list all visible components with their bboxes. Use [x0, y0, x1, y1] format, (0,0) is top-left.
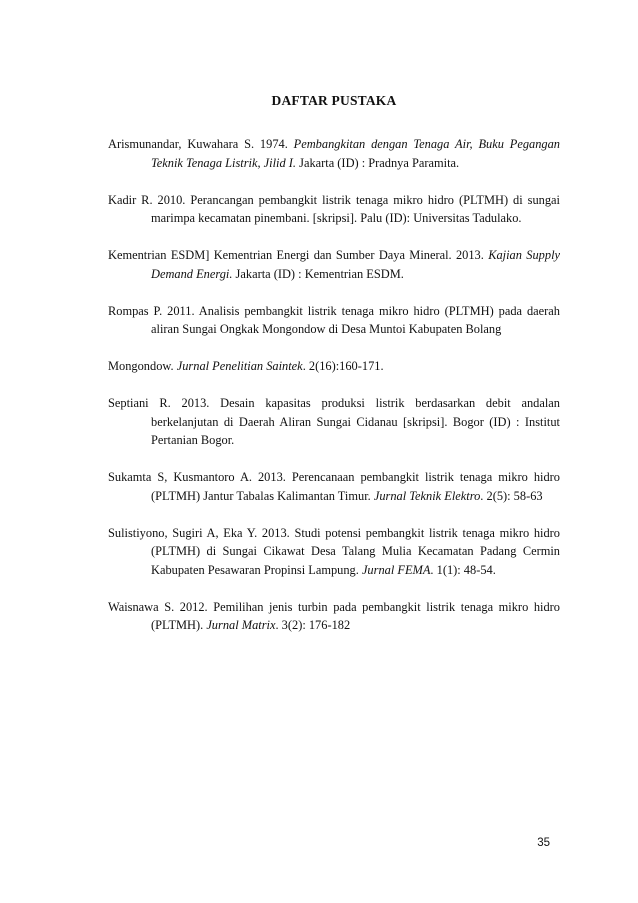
reference-text: Rompas P. 2011. Analisis pembangkit listrik tenaga mikro hidro (PLTMH) pada daerah aliran Sungai Ongkak Mongondow di Desa Muntoi Kabupaten Bolang — [108, 303, 560, 336]
reference-text: Waisnawa S. 2012. Pemilihan jenis turbin pada pembangkit listrik tenaga mikro hidro (PLTMH). — [108, 599, 560, 632]
reference-italic-title: Jurnal Matrix — [206, 618, 276, 632]
reference-text: Kementrian ESDM] Kementrian Energi dan Sumber Daya Mineral. 2013. — [108, 248, 489, 262]
reference-italic-title: Pembangkitan dengan Tenaga Air, Buku Pegangan Teknik Tenaga Listrik, Jilid I. — [151, 137, 560, 170]
reference-entry — [108, 357, 560, 376]
reference-entry — [108, 191, 560, 228]
reference-text: Septiani R. 2013. Desain kapasitas produksi listrik berdasarkan debit andalan berkelanjutan di Daerah Aliran Sungai Cidanau [skripsi]. Bogor (ID) : Institut Pertanian Bogor. — [108, 396, 560, 447]
reference-list — [108, 135, 560, 653]
reference-publisher: Jakarta (ID) : Kementrian ESDM. — [232, 266, 404, 281]
reference-italic-title: Kajian Supply Demand Energi. — [151, 248, 561, 281]
reference-entry — [108, 135, 560, 172]
reference-text: Sulistiyono, Sugiri A, Eka Y. 2013. Studi potensi pembangkit listrik tenaga mikro hidro (PLTMH) di Sungai Cikawat Desa Talang Mulia Kecamatan Padang Cermin Kabupaten Pesawaran Propinsi Lampung. — [108, 525, 560, 577]
reference-italic-title: Jurnal Penelitian Saintek — [176, 359, 303, 373]
reference-text: Mongondow. — [108, 359, 177, 373]
reference-publisher: . 3(2): 176-182 — [275, 618, 351, 632]
reference-entry — [108, 524, 560, 580]
reference-publisher: . 2(5): 58-63 — [480, 488, 543, 503]
reference-publisher: . 2(16):160-171. — [302, 359, 384, 373]
reference-text: Sukamta S, Kusmantoro A. 2013. Perencanaan pembangkit listrik tenaga mikro hidro (PLTMH) Jantur Tabalas Kalimantan Timur. — [108, 470, 560, 503]
reference-text: Arismunandar, Kuwahara S. 1974. — [108, 137, 294, 151]
page-number: 35 — [537, 837, 550, 849]
reference-text: Kadir R. 2010. Perancangan pembangkit listrik tenaga mikro hidro (PLTMH) di sungai marimpa kecamatan pinembani. [skripsi]. Palu (ID): Universitas Tadulako. — [108, 192, 560, 225]
reference-entry — [108, 468, 560, 505]
reference-italic-title: Jurnal Teknik Elektro — [373, 488, 481, 503]
reference-italic-title: Jurnal FEMA — [361, 562, 431, 577]
reference-entry — [108, 598, 560, 635]
reference-entry — [108, 302, 560, 339]
reference-entry — [108, 394, 560, 450]
page-title: DAFTAR PUSTAKA — [271, 93, 397, 108]
reference-entry — [108, 246, 560, 283]
reference-publisher: . 1(1): 48-54. — [430, 562, 496, 577]
reference-publisher: Jakarta (ID) : Pradnya Paramita. — [296, 155, 460, 170]
